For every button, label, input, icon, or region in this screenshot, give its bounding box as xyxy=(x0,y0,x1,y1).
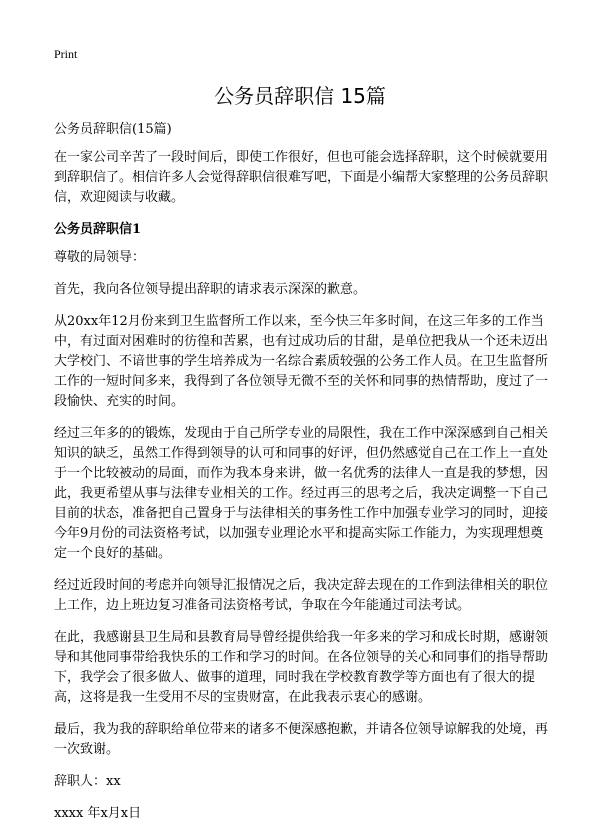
print-link[interactable]: Print xyxy=(54,47,78,61)
letter-paragraph: 最后，我为我的辞职给单位带来的诸多不便深感抱歉，并请各位领导谅解我的处境，再一次致谢。 xyxy=(54,722,549,757)
document-title: 公务员辞职信 15篇 xyxy=(214,84,386,108)
letter-paragraph: 在此，我感谢县卫生局和县教育局导曾经提供给我一年多来的学习和成长时期，感谢领导和其他同事带给我快乐的工作和学习的时间。在各位领导的关心和同事们的指导帮助下，我学会了很多做人、做事的道理，同时我在学校教育教学等方面也有了很大的提高，这将是我一生受用不尽的宝贵财富，在此我表示衷心的感谢。 xyxy=(54,630,549,705)
letter-paragraph: 经过近段时间的考虑并向领导汇报情况之后，我决定辞去现在的工作到法律相关的职位上工作，边上班边复习准备司法资格考试，争取在今年能通过司法考试。 xyxy=(54,578,549,613)
letter-paragraph: 首先，我向各位领导提出辞职的请求表示深深的歉意。 xyxy=(54,282,367,297)
intro-paragraph: 在一家公司辛苦了一段时间后，即使工作很好，但也可能会选择辞职，这个时候就要用到辞职信了。相信许多人会觉得辞职信很难写吧，下面是小编帮大家整理的公务员辞职信，欢迎阅读与收藏。 xyxy=(54,150,549,205)
document-subtitle: 公务员辞职信(15篇) xyxy=(54,122,172,137)
letter-greeting: 尊敬的局领导： xyxy=(54,250,146,265)
document-body xyxy=(54,120,548,836)
letter-paragraph: 从20xx年12月份来到卫生监督所工作以来，至今快三年多时间，在这三年多的工作当中，有过面对困难时的彷徨和苦累，也有过成功后的甘甜，是单位把我从一个还未迈出大学校门、不谙世事的学生培养成为一名综合素质较强的公务工作人员。在卫生监督所工作的一短时间多来，我得到了各位领导无微不至的关怀和同事的热情帮助，度过了一段愉快、充实的时间。 xyxy=(54,314,549,409)
letter-signature: 辞职人：xx xyxy=(54,774,121,789)
section-heading: 公务员辞职信1 xyxy=(54,222,142,237)
letter-date: xxxx 年x月x日 xyxy=(54,806,142,821)
letter-paragraph: 经过三年多的的锻炼，发现由于自己所学专业的局限性，我在工作中深深感到自己相关知识的缺乏，虽然工作得到领导的认可和同事的好评，但仍然感觉自己在工作上一直处于一个比较被动的局面，而作为我本身来讲，做一名优秀的法律人一直是我的梦想，因此，我更希望从事与法律专业相关的工作。经过再三的思考之后，我决定调整一下自己目前的状态，准备把自己置身于与法律相关的事务性工作中加强专业学习的同时，迎接今年9月份的司法资格考试，以加强专业理论水平和提高实际工作能力，为实现理想奠定一个良好的基础。 xyxy=(54,426,549,561)
